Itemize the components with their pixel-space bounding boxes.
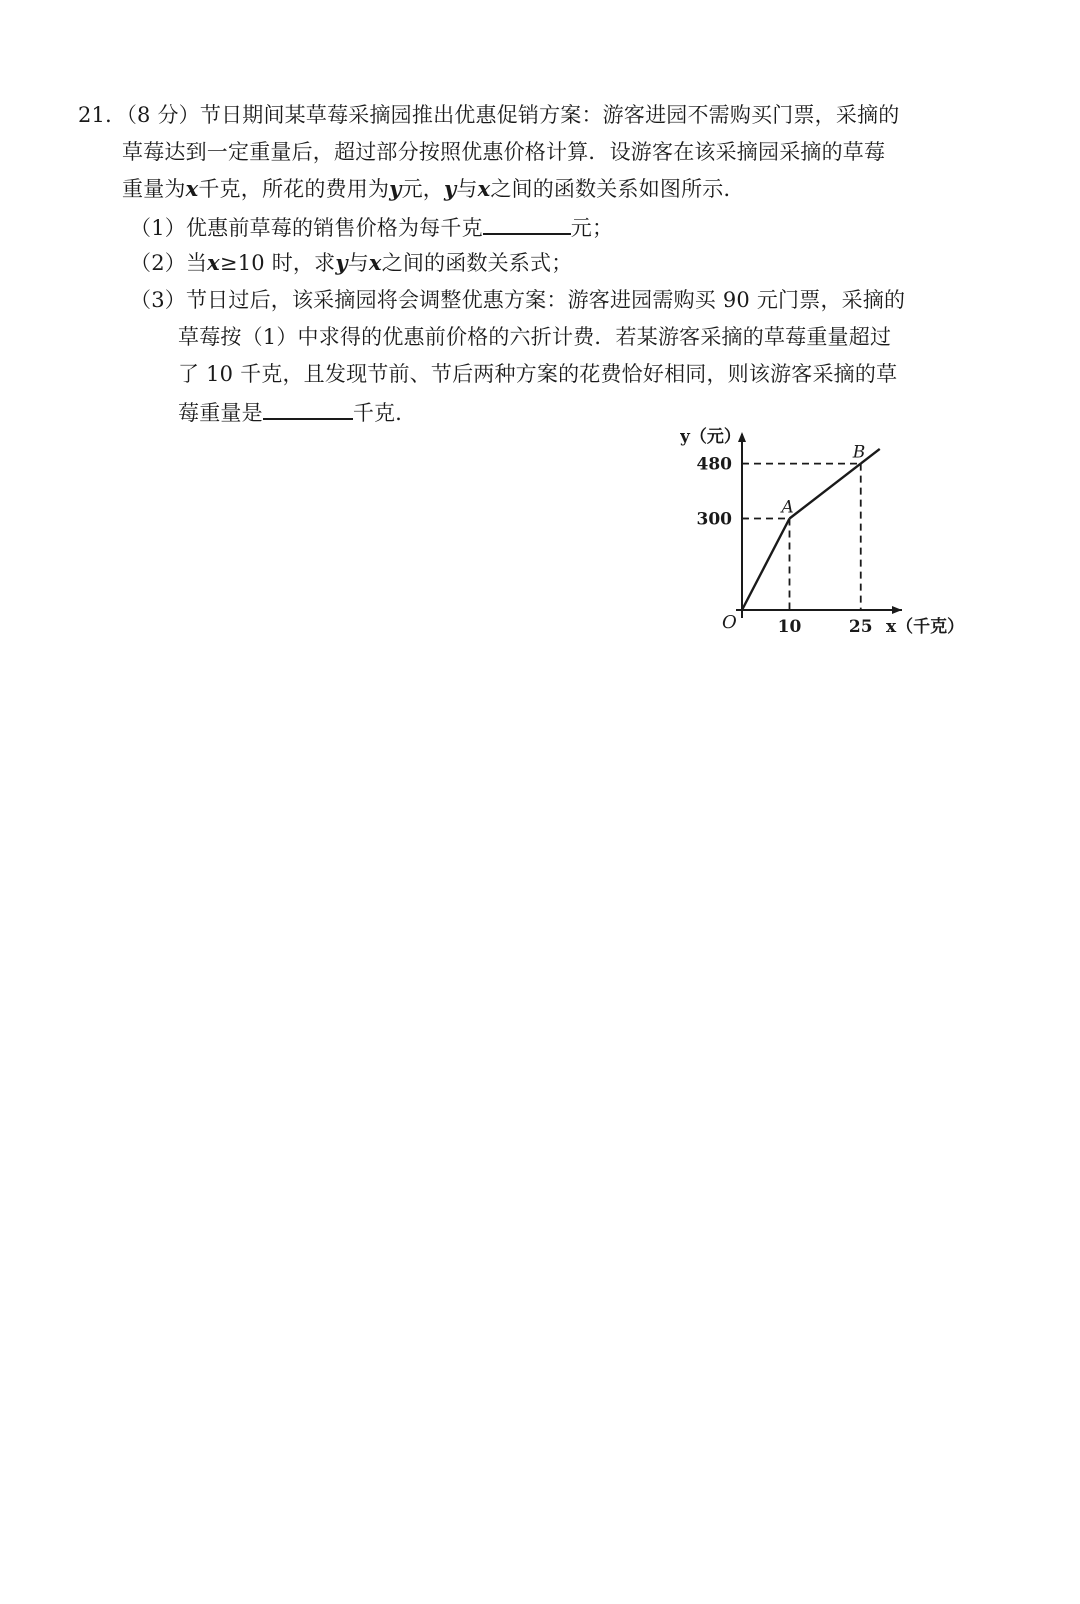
var-x: x (477, 176, 491, 201)
intro-text-2: 草莓达到一定重量后，超过部分按照优惠价格计算．设游客在该采摘园采摘的草莓 (122, 140, 886, 164)
part-3-text-3: 了 10 千克，且发现节前、节后两种方案的花费恰好相同，则该游客采摘的草 (178, 362, 898, 386)
answer-blank-1[interactable] (483, 211, 571, 235)
intro-text-3b: 千克，所花的费用为 (198, 177, 390, 201)
part-1-label: （1） (130, 216, 186, 240)
origin-label: O (722, 612, 737, 633)
part-3-line-2 (178, 322, 891, 352)
intro-text-1: 节日期间某草莓采摘园推出优惠促销方案：游客进园不需购买门票，采摘的 (199, 103, 900, 127)
part-3-line-4 (178, 396, 416, 428)
part-2-label: （2） (130, 251, 186, 275)
x-axis-label: x（千克） (886, 617, 965, 637)
part-2-text-a: 当 (185, 251, 208, 275)
x-tick-label: 10 (777, 617, 802, 637)
intro-text-3d: 与 (456, 177, 478, 201)
function-graph-svg (680, 422, 1000, 652)
question-intro-line-3 (122, 174, 745, 204)
part-3-text-4b: 千克． (352, 401, 417, 425)
part-2-text-d: 之间的函数关系式； (381, 251, 573, 275)
part-2-text-c: 与 (347, 251, 369, 275)
part-3-label: （3） (130, 288, 186, 312)
question-intro-line-1 (78, 100, 899, 130)
part-2-text-b: ≥10 时，求 (219, 251, 336, 275)
x-axis-arrow (892, 606, 902, 614)
point-label: B (852, 442, 866, 463)
question-intro-line-2 (122, 137, 885, 167)
intro-text-3a: 重量为 (122, 177, 186, 201)
graph-segment (742, 519, 790, 611)
y-tick-label: 480 (696, 454, 732, 475)
question-score: （8 分） (126, 103, 200, 127)
intro-text-3c: 元， (401, 177, 444, 201)
answer-blank-2[interactable] (263, 396, 353, 420)
part-3-text-1: 节日过后，该采摘园将会调整优惠方案：游客进园需购买 90 元门票，采摘的 (185, 288, 906, 312)
part-3-line-1 (130, 285, 905, 315)
part-3-text-4a: 莓重量是 (178, 401, 263, 425)
part-1 (130, 211, 613, 243)
question-number: 21． (78, 103, 127, 127)
part-2 (130, 248, 572, 278)
part-1-end: 元； (570, 216, 614, 240)
var-x: x (207, 250, 220, 275)
intro-text-3e: 之间的函数关系如图所示． (490, 177, 745, 201)
graph-segment (790, 464, 861, 519)
var-y: y (443, 176, 457, 201)
part-3-line-3 (178, 359, 897, 389)
y-tick-label: 300 (696, 509, 732, 530)
y-axis-label: y（元） (680, 427, 741, 447)
part-3-text-2: 草莓按（1）中求得的优惠前价格的六折计费．若某游客采摘的草莓重量超过 (178, 325, 892, 349)
part-1-text: 优惠前草莓的销售价格为每千克 (185, 216, 483, 240)
var-y: y (335, 250, 348, 275)
var-y: y (389, 176, 402, 201)
function-graph (680, 422, 1000, 652)
var-x: x (368, 250, 382, 275)
var-x: x (185, 176, 199, 201)
point-label: A (781, 497, 794, 518)
x-tick-label: 25 (848, 617, 873, 637)
